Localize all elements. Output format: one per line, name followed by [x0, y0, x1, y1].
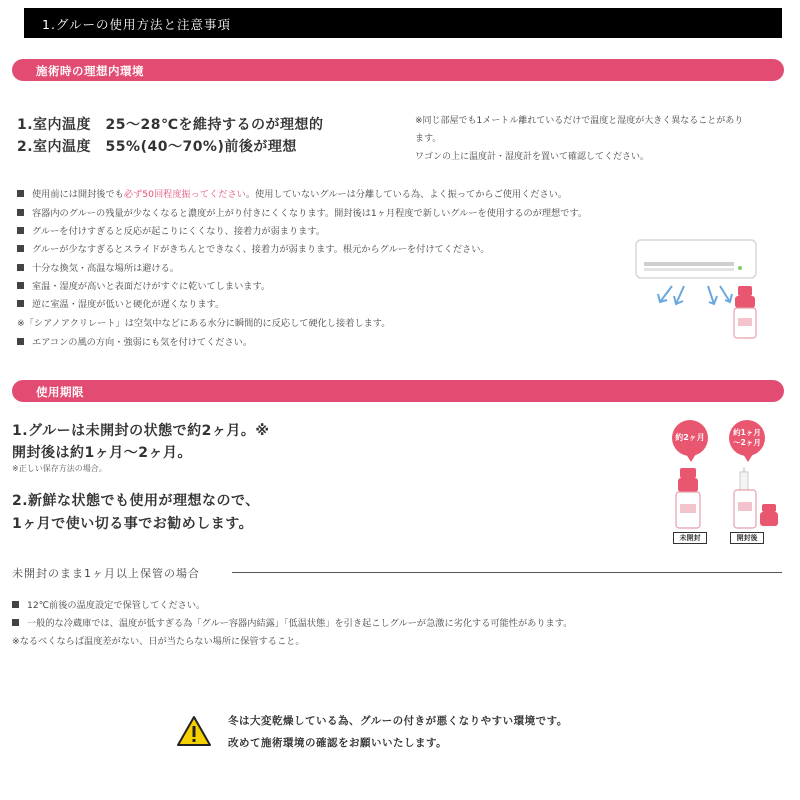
recommendation-line-1: 2.新鮮な状態でも使用が理想なので、: [12, 493, 260, 509]
label-unopened: 未開封: [673, 532, 707, 544]
bullet-square: [17, 227, 24, 234]
bullet-square: [17, 245, 24, 252]
unopened-bottle-icon: [676, 468, 700, 528]
storage-section-title: 未開封のまま1ヶ月以上保管の場合: [12, 567, 200, 580]
ideal-humidity-line: 2.室内温度 55%(40～70%)前後が理想: [17, 139, 297, 155]
warning-icon: [176, 715, 212, 747]
warning-line-1: 冬は大変乾燥している為、グルーの付きが悪くなりやすい環境です。: [228, 715, 568, 727]
list-item: 室温・湿度が高いと表面だけがすぐに乾いてしまいます。: [17, 278, 270, 292]
header-accent-bar: [18, 8, 24, 38]
list-item: 12℃前後の温度設定で保管してください。: [12, 597, 205, 611]
opened-bottle-icon: [734, 466, 778, 528]
highlight-text: 必ず50回程度振ってください: [123, 189, 246, 200]
bullet-square: [12, 619, 19, 626]
divider: [232, 572, 782, 573]
air-conditioner-illustration: [630, 234, 770, 344]
side-note-line: ます。: [415, 134, 442, 144]
list-item: 一般的な冷蔵庫では、温度が低すぎる為「グルー容器内結露」「低温状態」を引き起こしグルーが急激に劣化する可能性があります。: [12, 615, 572, 629]
expiry-line-opened: 開封後は約1ヶ月～2ヶ月。: [12, 445, 192, 461]
bullet-square: [17, 300, 24, 307]
side-note-line: ※同じ部屋でも1メートル離れているだけで温度と湿度が大きく異なることがあり: [415, 116, 744, 126]
bullet-square: [17, 338, 24, 345]
list-item: 使用前には開封後でも必ず50回程度振ってください。使用していないグルーは分離している為、よく振ってからご使用ください。: [17, 186, 567, 200]
bullet-square: [17, 209, 24, 216]
aircon-vent: [644, 262, 734, 266]
subsection-title: 使用期限: [36, 385, 84, 399]
bullet-square: [17, 190, 24, 197]
bullet-square: [17, 264, 24, 271]
list-item: エアコンの風の方向・強弱にも気を付けてください。: [17, 334, 252, 348]
storage-condition-note: ※正しい保存方法の場合。: [12, 464, 107, 473]
warning-line-2: 改めて施術環境の確認をお願いいたします。: [228, 737, 448, 749]
aircon-body: [636, 240, 756, 278]
ideal-temperature-line: 1.室内温度 25～28℃を維持するのが理想的: [17, 117, 324, 133]
bullet-square: [12, 601, 19, 608]
bubble-pointer: [743, 454, 753, 462]
recommendation-line-2: 1ヶ月で使い切る事でお勧めします。: [12, 516, 254, 532]
side-note: [415, 112, 785, 166]
list-item: 逆に室温・湿度が低いと硬化が遅くなります。: [17, 296, 224, 310]
subsection-bar-environment: [12, 59, 784, 81]
aircon-indicator-icon: [738, 266, 742, 270]
side-note-line: ワゴンの上に温度計・湿度計を置いて確認してください。: [415, 152, 650, 162]
airflow-icon: [658, 286, 732, 304]
glue-bottles-illustration: [670, 466, 790, 532]
glue-bottle-icon: [734, 286, 756, 338]
note-line: ※なるべくならば温度差がない、日が当たらない場所に保管すること。: [12, 636, 305, 647]
bubble-pointer: [686, 454, 696, 462]
note-line: ※「シアノアクリレート」は空気中などにある水分に瞬間的に反応して硬化し接着します。: [17, 318, 391, 329]
subsection-bar-expiry: [12, 380, 784, 402]
section-header: [18, 8, 782, 38]
label-opened: 開封後: [730, 532, 764, 544]
duration-bubble-unopened: 約2ヶ月: [672, 420, 708, 456]
list-item: 容器内のグルーの残量が少なくなると濃度が上がり付きにくくなります。開封後は1ヶ月程度で新しいグルーを使用するのが理想です。: [17, 205, 587, 219]
list-item: グルーを付けすぎると反応が起こりにくくなり、接着力が弱まります。: [17, 223, 325, 237]
list-item: グルーが少なすぎるとスライドがきちんとできなく、接着力が弱まります。根元からグルーを付けてください。: [17, 241, 490, 255]
list-item: 十分な換気・高温な場所は避ける。: [17, 260, 179, 274]
duration-bubble-opened: 約1ヶ月 ～2ヶ月: [729, 420, 765, 456]
expiry-line-unopened: 1.グルーは未開封の状態で約2ヶ月。※: [12, 423, 270, 439]
section-title: 1.グルーの使用方法と注意事項: [42, 17, 232, 32]
bullet-square: [17, 282, 24, 289]
aircon-vent: [644, 268, 734, 271]
subsection-title: 施術時の理想内環境: [36, 64, 144, 78]
